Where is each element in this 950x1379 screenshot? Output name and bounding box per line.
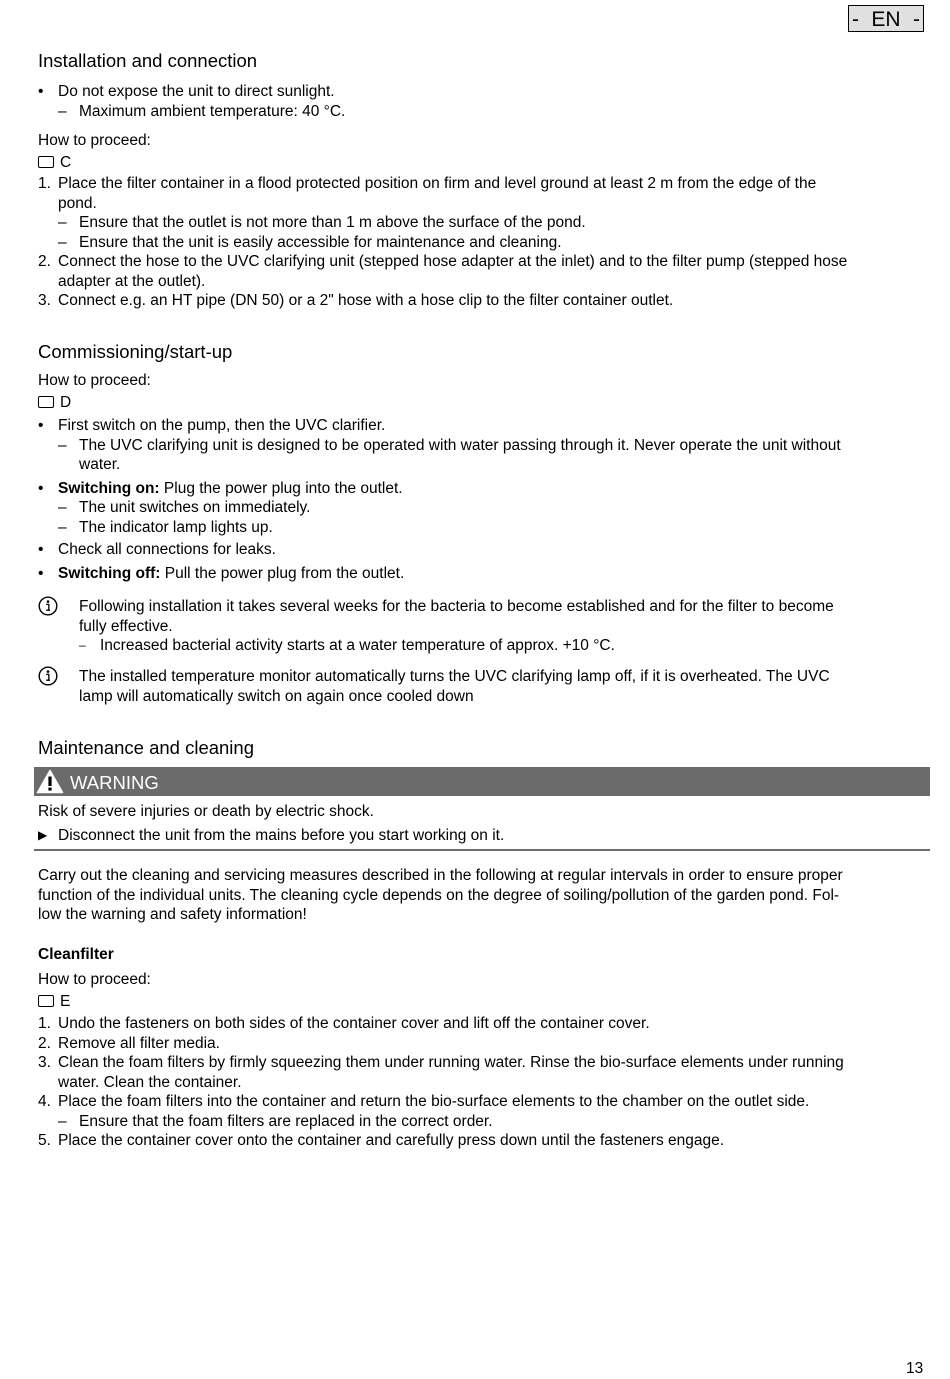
- proceed-label: How to proceed:: [38, 132, 151, 149]
- warning-banner: [34, 767, 930, 796]
- list-item-continuation: water. Clean the container.: [58, 1073, 242, 1091]
- list-item-text: Connect the hose to the UVC clarifying unit (stepped hose adapter at the inlet) and to the filter pump (stepped hose: [58, 253, 848, 270]
- list-item: [38, 479, 928, 499]
- figure-box-icon: [38, 396, 54, 408]
- bullet-marker: •: [38, 83, 44, 100]
- list-item-text: First switch on the pump, then the UVC clarifier.: [58, 417, 386, 434]
- dash-marker: –: [58, 214, 67, 231]
- bullet-marker: •: [38, 479, 44, 497]
- list-item-text: Plug the power plug into the outlet.: [159, 479, 403, 497]
- figure-label: C: [60, 153, 72, 171]
- language-tag: [848, 5, 924, 32]
- list-subitem-text: Ensure that the unit is easily accessible for maintenance and cleaning.: [79, 233, 562, 251]
- list-item-text: Clean the foam filters by firmly squeezing them under running water. Rinse the bio-surface elements under running: [58, 1054, 844, 1071]
- list-item-text: Place the foam filters into the container and return the bio-surface elements to the chamber on the outlet side.: [58, 1093, 810, 1110]
- list-item: [38, 1053, 928, 1073]
- figure-reference: [38, 393, 928, 413]
- switching-off-label: Switching off:: [58, 564, 161, 582]
- bullet-marker: •: [38, 541, 44, 558]
- list-subitem: [38, 213, 928, 233]
- dash-marker: –: [58, 499, 67, 516]
- info-text: Following installation it takes several weeks for the bacteria to become established and for the filter to become: [79, 598, 834, 615]
- proceed-label: How to proceed:: [38, 971, 151, 988]
- info-note: [38, 667, 928, 706]
- info-text-continuation: lamp will automatically switch on again once cooled down: [79, 687, 474, 705]
- step-number: 1.: [38, 1015, 51, 1032]
- list-subitem: [38, 498, 928, 518]
- figure-label: E: [60, 992, 71, 1010]
- figure-box-icon: [38, 156, 54, 168]
- list-item-text: Remove all filter media.: [58, 1034, 220, 1052]
- commissioning-proceed: [38, 371, 928, 412]
- bullet-marker: •: [38, 564, 44, 582]
- cleanfilter-steps: [38, 1014, 928, 1151]
- arrow-marker: ▶: [38, 827, 48, 842]
- list-item-text: Connect e.g. an HT pipe (DN 50) or a 2" hose with a hose clip to the filter container outlet.: [58, 292, 674, 309]
- list-subitem: [38, 1112, 928, 1132]
- installation-steps: [38, 174, 928, 311]
- list-subitem-continuation: water.: [79, 456, 121, 473]
- installation-section: [38, 82, 928, 121]
- list-subitem-text: The indicator lamp lights up.: [79, 518, 273, 536]
- list-subitem-text: The UVC clarifying unit is designed to be operated with water passing through it. Never operate the unit without: [79, 436, 841, 454]
- maintenance-paragraph: [38, 866, 928, 925]
- list-subitem-text: Ensure that the outlet is not more than 1 m above the surface of the pond.: [79, 214, 586, 231]
- info-note: [38, 597, 928, 656]
- warning-content: [38, 802, 928, 845]
- step-number: 3.: [38, 292, 51, 309]
- page-number: 13: [906, 1360, 924, 1377]
- warning-action: [38, 826, 928, 846]
- list-item: [38, 174, 928, 194]
- info-text: The installed temperature monitor automatically turns the UVC clarifying lamp off, if it is overheated. The UVC: [79, 668, 830, 685]
- switching-on-label: Switching on:: [58, 479, 160, 497]
- warning-action-text: Disconnect the unit from the mains before you start working on it.: [58, 826, 505, 844]
- dash-marker: –: [58, 233, 67, 251]
- info-subitem-text: Increased bacterial activity starts at a water temperature of approx. +10 °C.: [100, 637, 615, 654]
- list-item-text: Do not expose the unit to direct sunlight.: [58, 83, 335, 100]
- list-subitem-text: Ensure that the foam filters are replaced in the correct order.: [79, 1112, 493, 1130]
- list-subitem: [38, 518, 928, 538]
- list-subitem: [38, 102, 928, 122]
- list-item: [38, 540, 928, 560]
- language-tag-right-dash: -: [913, 8, 920, 31]
- list-item-text: Place the container cover onto the container and carefully press down until the fasteners engage.: [58, 1132, 725, 1149]
- list-item: [38, 291, 928, 311]
- language-code: EN: [871, 8, 901, 31]
- warning-risk-text: Risk of severe injuries or death by electric shock.: [38, 803, 374, 820]
- dash-marker: –: [58, 436, 67, 454]
- list-subitem: [38, 436, 928, 456]
- step-number: 1.: [38, 175, 51, 192]
- installation-proceed: [38, 131, 928, 172]
- dash-marker: –: [58, 518, 67, 536]
- list-item: [38, 564, 928, 584]
- figure-label: D: [60, 393, 72, 411]
- list-item-text: Undo the fasteners on both sides of the container cover and lift off the container cover.: [58, 1015, 650, 1032]
- list-item: [38, 1092, 928, 1112]
- warning-label: WARNING: [70, 772, 159, 793]
- figure-box-icon: [38, 995, 54, 1007]
- list-item-text: Check all connections for leaks.: [58, 541, 276, 558]
- step-number: 5.: [38, 1132, 51, 1149]
- warning-divider: [34, 849, 930, 851]
- commissioning-heading: Commissioning/start-up: [38, 341, 233, 362]
- proceed-label: How to proceed:: [38, 372, 151, 389]
- figure-reference: [38, 153, 928, 173]
- dash-marker: –: [79, 638, 86, 652]
- list-item: [38, 252, 928, 272]
- list-item-text: Pull the power plug from the outlet.: [160, 564, 405, 582]
- cleanfilter-proceed: [38, 970, 928, 1011]
- list-item-text: Place the filter container in a flood protected position on firm and level ground at least 2 m from the edge of the: [58, 175, 817, 192]
- dash-marker: –: [58, 1112, 67, 1130]
- step-number: 2.: [38, 1034, 51, 1052]
- language-tag-left-dash: -: [852, 8, 859, 31]
- list-item: [38, 82, 928, 102]
- list-item: [38, 1131, 928, 1151]
- step-number: 3.: [38, 1054, 51, 1071]
- warning-triangle-icon: [36, 769, 64, 794]
- paragraph-line: low the warning and safety information!: [38, 906, 307, 923]
- cleanfilter-heading: Cleanfilter: [38, 946, 114, 963]
- list-item-continuation: adapter at the outlet).: [58, 272, 206, 290]
- installation-heading: Installation and connection: [38, 50, 258, 71]
- bullet-marker: •: [38, 417, 44, 434]
- list-item: [38, 1034, 928, 1054]
- info-subitem: [38, 636, 928, 656]
- dash-marker: –: [58, 102, 67, 120]
- list-subitem-text: Maximum ambient temperature: 40 °C.: [79, 102, 346, 120]
- list-item-continuation: pond.: [58, 194, 97, 212]
- list-subitem: [38, 233, 928, 253]
- list-subitem-text: The unit switches on immediately.: [79, 499, 311, 516]
- step-number: 2.: [38, 253, 51, 270]
- paragraph-line: Carry out the cleaning and servicing measures described in the following at regular intervals in order to ensure proper: [38, 867, 843, 884]
- list-item: [38, 1014, 928, 1034]
- commissioning-list: [38, 416, 928, 583]
- info-text-continuation: fully effective.: [79, 617, 173, 635]
- figure-reference: [38, 992, 928, 1012]
- step-number: 4.: [38, 1093, 51, 1110]
- maintenance-heading: Maintenance and cleaning: [38, 737, 254, 758]
- list-item: [38, 416, 928, 436]
- paragraph-line: function of the individual units. The cleaning cycle depends on the degree of soiling/pollution of the garden pond. Fol-: [38, 886, 840, 904]
